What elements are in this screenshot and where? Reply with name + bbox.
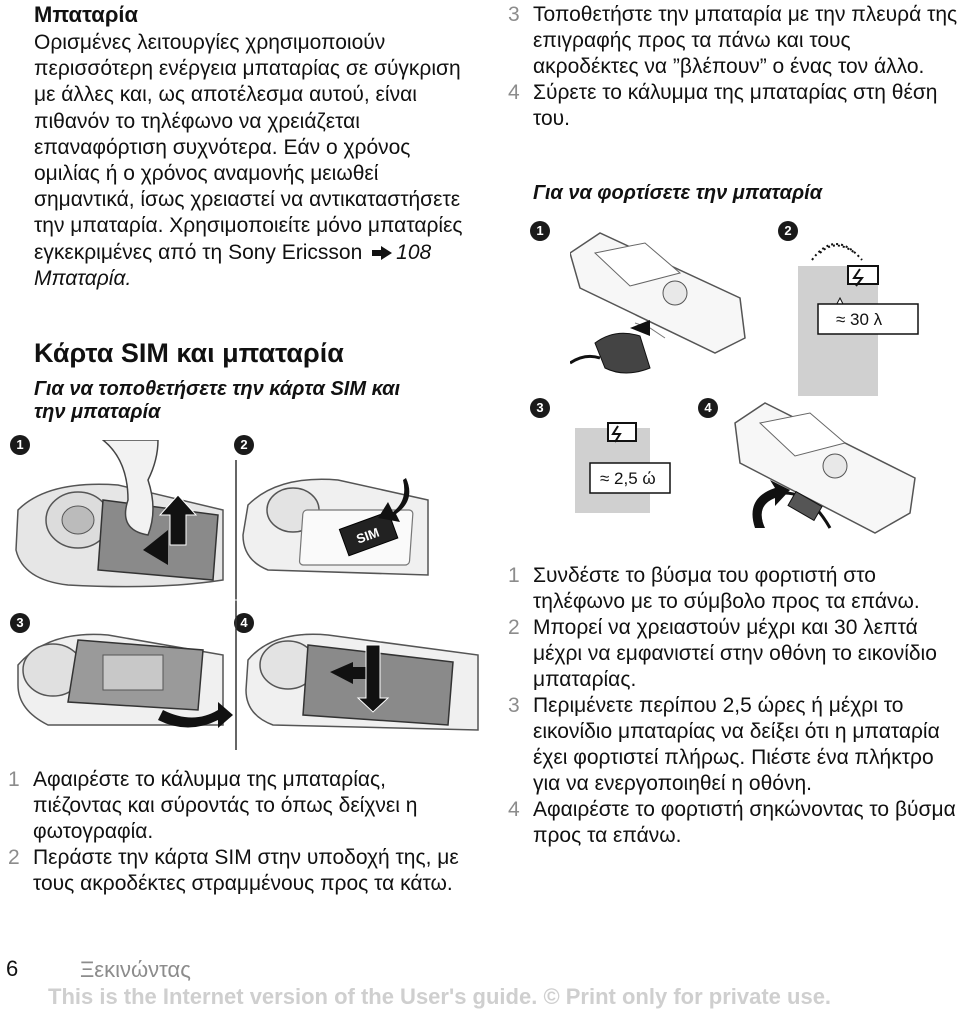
step-number: 3 xyxy=(508,3,520,26)
step-number: 1 xyxy=(508,564,520,587)
illustration-marker-2: 2 xyxy=(234,435,254,455)
list-item xyxy=(508,563,958,615)
step-number: 1 xyxy=(8,768,20,791)
section-name: Ξεκινώντας xyxy=(80,957,191,982)
charge-battery-heading: Για να φορτίσετε την μπαταρία xyxy=(533,182,823,204)
sim-battery-illustration xyxy=(8,440,488,760)
cross-reference-arrow-icon xyxy=(372,246,392,260)
step-text: Τοποθετήστε την μπαταρία με την πλευρά της επιγραφής προς τα πάνω και τους ακροδέκτες να ”βλέπουν” ο ένας τον άλλο. xyxy=(533,3,958,78)
battery-icon-full-panel xyxy=(575,423,670,513)
page-number: 6 xyxy=(6,956,19,981)
charge-steps-list xyxy=(508,563,958,849)
list-item xyxy=(508,797,958,849)
internet-version-notice: This is the Internet version of the User's guide. © Print only for private use. xyxy=(48,984,832,1009)
illustration-marker-1: 1 xyxy=(10,435,30,455)
insert-battery-panel xyxy=(18,634,233,728)
sim-card-label: SIM xyxy=(354,524,382,547)
step-number: 2 xyxy=(8,846,20,869)
charge-marker-2: 2 xyxy=(778,221,798,241)
step-number: 2 xyxy=(508,616,520,639)
list-item xyxy=(8,845,478,897)
battery-intro-text: Ορισμένες λειτουργίες χρησιμοποιούν περισσότερη ενέργεια μπαταρίας σε σύγκριση με άλλες και, ως αποτέλεσμα αυτού, είναι πιθανόν το τηλέφωνο να χρειάζεται επαναφόρτιση συχνότερα. Εάν ο χρόνος ομιλίας ή ο χρόνος αναμονής μειωθεί σημαντικά, ίσως χρειαστεί να αντικαταστήσετε την μπαταρία. Χρησιμοποιείτε μόνο μπαταρίες εγκεκριμένες από τη Sony Ericsson xyxy=(34,31,463,264)
battery-intro xyxy=(34,30,474,292)
list-item xyxy=(508,2,958,80)
step-text: Περάστε την κάρτα SIM στην υποδοχή της, με τους ακροδέκτες στραμμένους προς τα κάτω. xyxy=(33,846,459,895)
illustration-marker-4: 4 xyxy=(234,613,254,633)
step-number: 4 xyxy=(508,798,520,821)
unplug-charger-panel xyxy=(735,403,915,533)
charge-marker-4: 4 xyxy=(698,398,718,418)
step-number: 4 xyxy=(508,81,520,104)
charge-marker-1: 1 xyxy=(530,221,550,241)
charging-illustration xyxy=(570,228,958,548)
sim-steps-continued xyxy=(508,2,958,132)
list-item xyxy=(508,615,958,693)
charge-time-30-label: ≈ 30 λ xyxy=(836,310,883,329)
step-text: Σύρετε το κάλυμμα της μπαταρίας στη θέση του. xyxy=(533,81,938,130)
battery-heading: Μπαταρία xyxy=(34,2,139,27)
step-text: Αφαιρέστε το φορτιστή σηκώνοντας το βύσμα προς τα επάνω. xyxy=(533,798,956,847)
slide-cover-panel xyxy=(246,634,478,730)
list-item xyxy=(508,80,958,132)
phone-charger-panel xyxy=(570,233,745,373)
step-text: Μπορεί να χρειαστούν μέχρι και 30 λεπτά μέχρι να εμφανιστεί στην οθόνη το εικονίδιο μπαταρίας. xyxy=(533,616,937,691)
charge-time-2-5-label: ≈ 2,5 ώ xyxy=(600,469,656,488)
remove-cover-panel xyxy=(16,440,223,587)
charge-marker-3: 3 xyxy=(530,398,550,418)
cross-reference-link[interactable]: 108 Μπαταρία. xyxy=(34,240,432,290)
list-item xyxy=(508,693,958,797)
step-text: Περιμένετε περίπου 2,5 ώρες ή μέχρι το εικονίδιο μπαταρίας να δείξει ότι η μπαταρία έχει φορτιστεί πλήρως. Πιέστε ένα πλήκτρο για να ενεργοποιηθεί η οθόνη. xyxy=(533,694,940,795)
sim-battery-subheading: Για να τοποθετήσετε την κάρτα SIM και την μπαταρία xyxy=(34,378,401,423)
illustration-marker-3: 3 xyxy=(10,613,30,633)
step-text: Αφαιρέστε το κάλυμμα της μπαταρίας, πιέζοντας και σύροντάς το όπως δείχνει η φωτογραφία. xyxy=(33,768,418,843)
sim-battery-heading: Κάρτα SIM και μπαταρία xyxy=(34,338,344,368)
battery-icon-30min-panel xyxy=(798,244,918,396)
step-text: Συνδέστε το βύσμα του φορτιστή στο τηλέφωνο με το σύμβολο προς τα επάνω. xyxy=(533,564,920,613)
insert-sim-panel xyxy=(243,478,428,575)
list-item xyxy=(8,767,478,845)
sim-steps-list xyxy=(8,767,478,897)
step-number: 3 xyxy=(508,694,520,717)
